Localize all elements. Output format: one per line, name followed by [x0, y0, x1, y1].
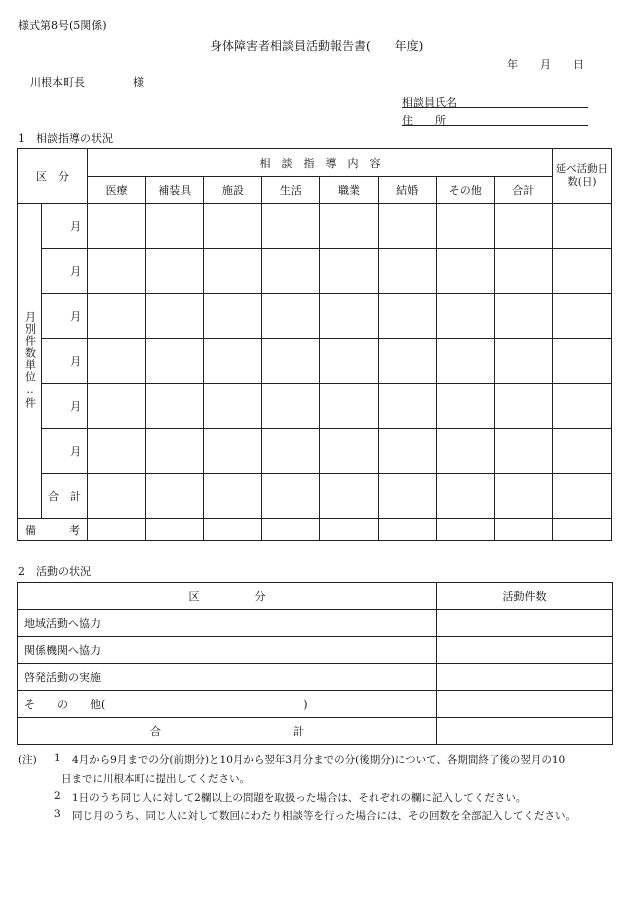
total-cell[interactable]	[436, 474, 494, 519]
remarks-cell[interactable]	[262, 519, 320, 541]
document-title: 身体障害者相談員活動報告書( 年度)	[210, 39, 424, 53]
data-cell[interactable]	[262, 294, 320, 339]
data-cell[interactable]	[146, 429, 204, 474]
total-label: 合 計	[42, 474, 88, 519]
data-cell[interactable]	[436, 249, 494, 294]
monthly-count-side-label	[18, 204, 42, 519]
data-cell[interactable]	[320, 429, 378, 474]
column-header: 補装具	[146, 177, 204, 204]
data-cell[interactable]	[204, 204, 262, 249]
month-label: 月	[42, 384, 88, 429]
honorific: 様	[133, 76, 144, 89]
data-cell[interactable]	[378, 294, 436, 339]
note-text: 4月から9月までの分(前期分)と10月から翌年3月分までの分(後期分)について、各期間終了後の翌月の10	[72, 754, 566, 766]
data-cell[interactable]	[262, 429, 320, 474]
content-header: 相 談 指 導 内 容	[88, 149, 553, 177]
data-cell[interactable]	[146, 384, 204, 429]
data-cell[interactable]	[552, 384, 611, 429]
month-label: 月	[42, 339, 88, 384]
data-cell[interactable]	[378, 384, 436, 429]
remarks-cell[interactable]	[204, 519, 262, 541]
remarks-cell[interactable]	[494, 519, 552, 541]
extended-days-header: 延べ活動日 数(日)	[552, 149, 611, 204]
total-cell[interactable]	[378, 474, 436, 519]
total-cell[interactable]	[552, 474, 611, 519]
data-cell[interactable]	[320, 384, 378, 429]
notes-prefix: (注)	[18, 754, 37, 766]
data-cell[interactable]	[320, 339, 378, 384]
data-cell[interactable]	[436, 384, 494, 429]
division-header: 区 分	[18, 149, 88, 204]
data-cell[interactable]	[552, 429, 611, 474]
data-cell[interactable]	[262, 249, 320, 294]
data-cell[interactable]	[146, 339, 204, 384]
month-label: 月	[42, 429, 88, 474]
data-cell[interactable]	[146, 249, 204, 294]
remarks-cell[interactable]	[436, 519, 494, 541]
data-cell[interactable]	[88, 384, 146, 429]
remarks-cell[interactable]	[378, 519, 436, 541]
data-cell[interactable]	[552, 204, 611, 249]
activity-total-label: 合 計	[18, 718, 437, 745]
total-cell[interactable]	[88, 474, 146, 519]
data-cell[interactable]	[320, 249, 378, 294]
data-cell[interactable]	[204, 294, 262, 339]
data-cell[interactable]	[436, 339, 494, 384]
activity-row-label: 地域活動へ協力	[18, 610, 437, 637]
data-cell[interactable]	[88, 339, 146, 384]
note-number: 3	[54, 808, 61, 820]
total-cell[interactable]	[494, 474, 552, 519]
activity-count-cell[interactable]	[437, 637, 613, 664]
division-header: 区 分	[18, 583, 437, 610]
data-cell[interactable]	[204, 249, 262, 294]
activity-count-cell[interactable]	[437, 691, 613, 718]
data-cell[interactable]	[88, 294, 146, 339]
data-cell[interactable]	[494, 429, 552, 474]
data-cell[interactable]	[494, 204, 552, 249]
remarks-cell[interactable]	[88, 519, 146, 541]
note-text: 同じ月のうち、同じ人に対して数回にわたり相談等を行った場合には、その回数を全部記入してください。	[72, 810, 576, 822]
addressee: 川根本町長	[30, 76, 85, 89]
counselor-name-label: 相談員氏名	[402, 96, 457, 109]
data-cell[interactable]	[262, 384, 320, 429]
month-label: 月	[42, 249, 88, 294]
data-cell[interactable]	[320, 204, 378, 249]
column-header: 職業	[320, 177, 378, 204]
column-header: その他	[436, 177, 494, 204]
data-cell[interactable]	[436, 429, 494, 474]
address-line	[402, 125, 588, 126]
activity-count-cell[interactable]	[437, 610, 613, 637]
total-cell[interactable]	[320, 474, 378, 519]
month-label: 月	[42, 294, 88, 339]
section1-heading: 1 相談指導の状況	[18, 132, 113, 145]
data-cell[interactable]	[88, 249, 146, 294]
data-cell[interactable]	[494, 294, 552, 339]
column-header: 医療	[88, 177, 146, 204]
data-cell[interactable]	[262, 339, 320, 384]
data-cell[interactable]	[552, 294, 611, 339]
remarks-cell[interactable]	[146, 519, 204, 541]
data-cell[interactable]	[378, 204, 436, 249]
data-cell[interactable]	[552, 339, 611, 384]
remarks-cell[interactable]	[552, 519, 611, 541]
data-cell[interactable]	[146, 294, 204, 339]
total-cell[interactable]	[204, 474, 262, 519]
address-label: 住 所	[402, 114, 446, 127]
total-cell[interactable]	[146, 474, 204, 519]
column-header: 結婚	[378, 177, 436, 204]
data-cell[interactable]	[494, 339, 552, 384]
column-header: 生活	[262, 177, 320, 204]
data-cell[interactable]	[320, 294, 378, 339]
activity-total-cell[interactable]	[437, 718, 613, 745]
data-cell[interactable]	[378, 339, 436, 384]
date-field: 年 月 日	[507, 58, 584, 71]
monthly-count-side-text: 月別件数単位‥件	[23, 310, 37, 409]
data-cell[interactable]	[494, 249, 552, 294]
form-number: 様式第8号(5関係)	[18, 19, 107, 32]
activity-count-cell[interactable]	[437, 664, 613, 691]
month-label: 月	[42, 204, 88, 249]
data-cell[interactable]	[436, 204, 494, 249]
consultation-table	[17, 148, 619, 541]
data-cell[interactable]	[262, 204, 320, 249]
note-text: 1日のうち同じ人に対して2欄以上の問題を取扱った場合は、それぞれの欄に記入してください。	[72, 792, 527, 804]
data-cell[interactable]	[378, 429, 436, 474]
data-cell[interactable]	[88, 429, 146, 474]
note-number: 1	[54, 752, 61, 764]
data-cell[interactable]	[552, 249, 611, 294]
remarks-label: 備 考	[18, 519, 88, 541]
data-cell[interactable]	[204, 339, 262, 384]
counselor-name-line	[402, 107, 588, 108]
activity-row-label: 関係機関へ協力	[18, 637, 437, 664]
activity-count-header: 活動件数	[437, 583, 613, 610]
data-cell[interactable]	[146, 204, 204, 249]
note-text: 日までに川根本町に提出してください。	[61, 773, 250, 785]
column-header: 合計	[494, 177, 552, 204]
activity-table	[17, 582, 613, 745]
data-cell[interactable]	[436, 294, 494, 339]
remarks-cell[interactable]	[320, 519, 378, 541]
data-cell[interactable]	[494, 384, 552, 429]
note-number: 2	[54, 790, 61, 802]
data-cell[interactable]	[378, 249, 436, 294]
section2-heading: 2 活動の状況	[18, 565, 91, 578]
total-cell[interactable]	[262, 474, 320, 519]
data-cell[interactable]	[204, 384, 262, 429]
data-cell[interactable]	[88, 204, 146, 249]
activity-row-label: 啓発活動の実施	[18, 664, 437, 691]
data-cell[interactable]	[204, 429, 262, 474]
column-header: 施設	[204, 177, 262, 204]
activity-row-label: そ の 他( )	[18, 691, 437, 718]
